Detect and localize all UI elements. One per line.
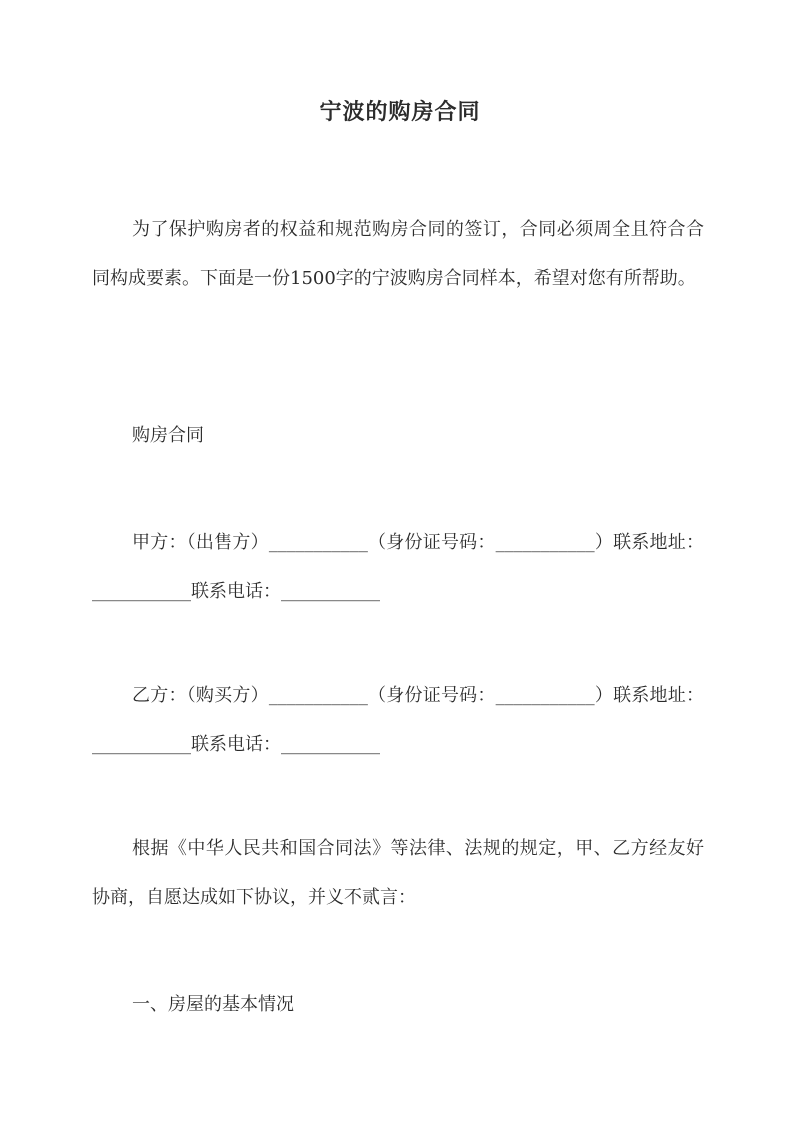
section-1-heading: 一、房屋的基本情况 [132, 994, 294, 1015]
document-title: 宁波的购房合同 [319, 99, 481, 125]
legal-basis-paragraph: 根据《中华人民共和国合同法》等法律、法规的规定，甲、乙方经友好协商，自愿达成如下协议，并义不贰言： [92, 838, 704, 908]
intro-paragraph: 为了保护购房者的权益和规范购房合同的签订，合同必须周全且符合合同构成要素。下面是一份1500字的宁波购房合同样本，希望对您有所帮助。 [92, 219, 704, 289]
party-b-paragraph: 乙方：（购买方）___________（身份证号码：___________）联系地址：___________联系电话：___________ [92, 685, 704, 755]
party-a-paragraph: 甲方：（出售方）___________（身份证号码：___________）联系地址：___________联系电话：___________ [92, 532, 704, 602]
contract-heading: 购房合同 [132, 425, 204, 446]
